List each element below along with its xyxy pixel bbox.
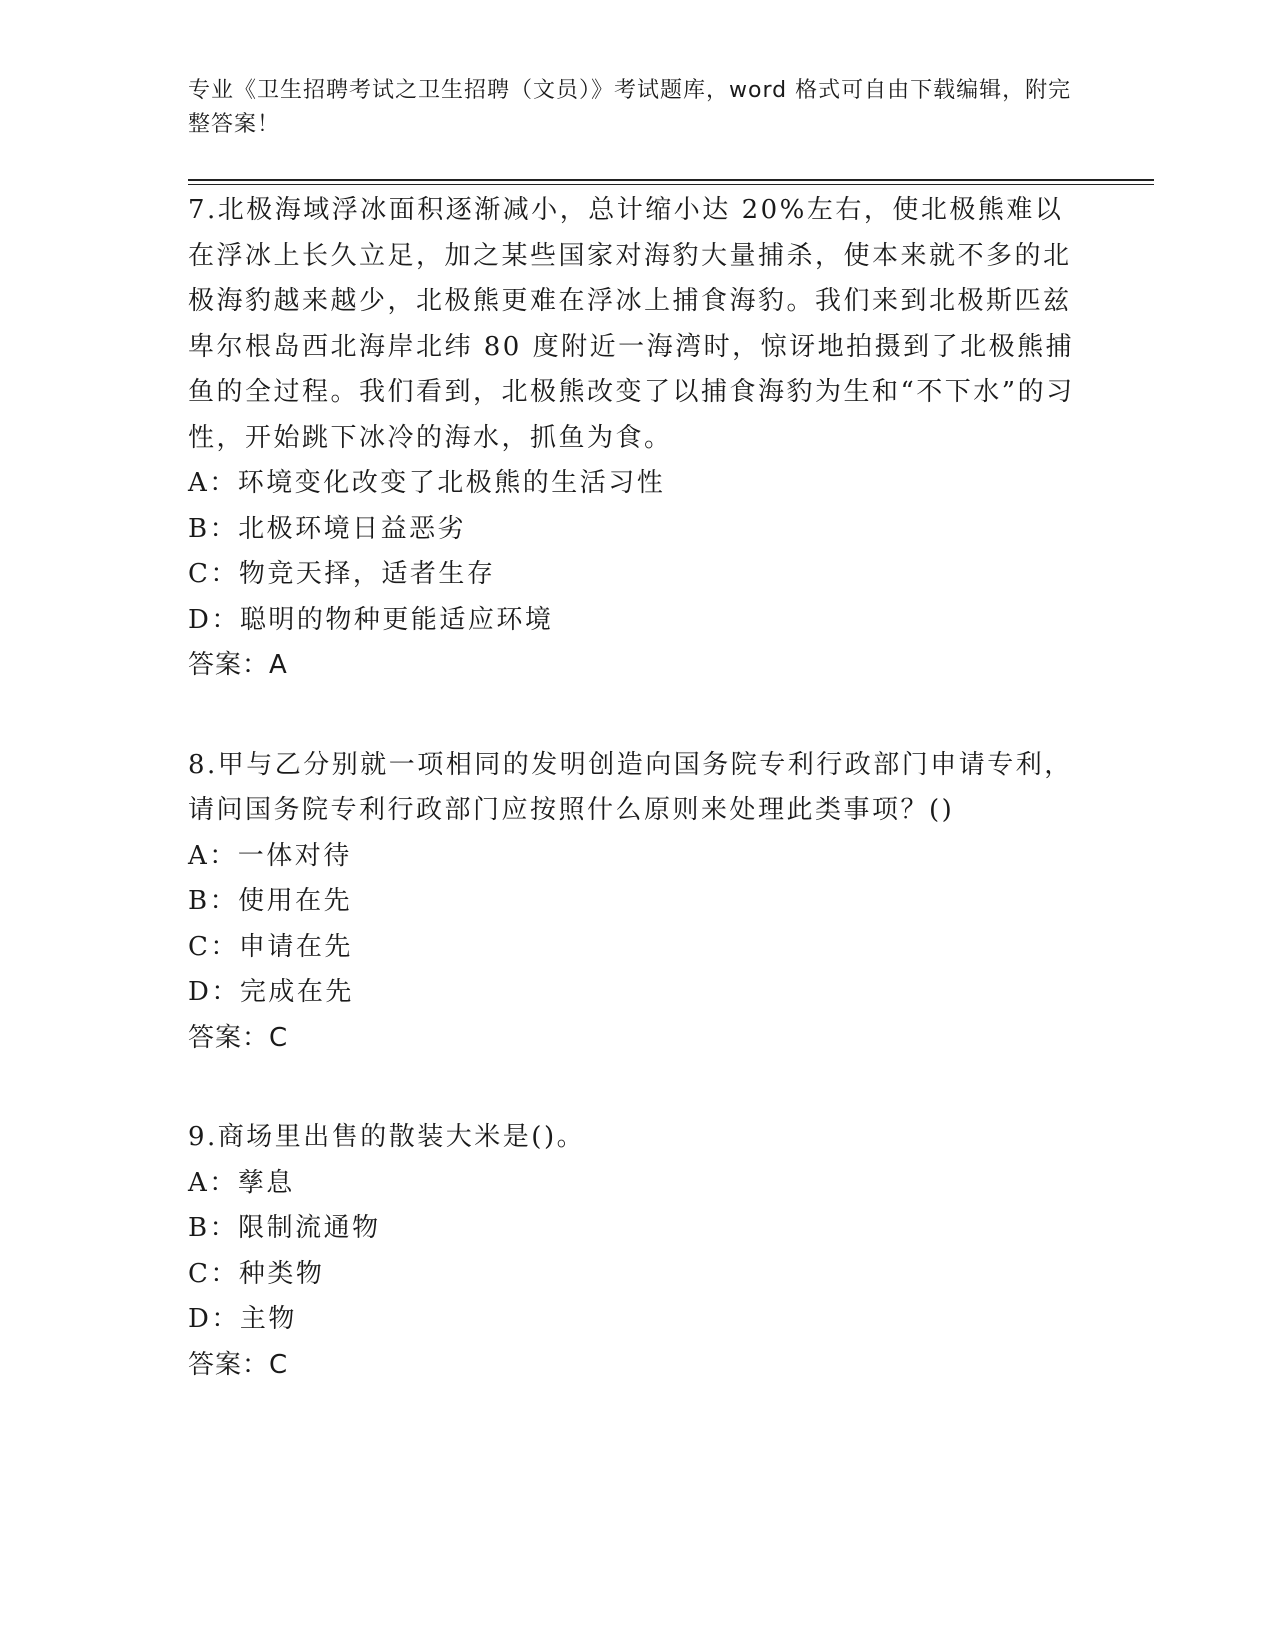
header-divider-thin [188, 184, 1154, 185]
option-d: D：主物 [188, 1304, 297, 1334]
question-8 [188, 743, 1088, 1062]
question-stem: 8.甲与乙分别就一项相同的发明创造向国务院专利行政部门申请专利，请问国务院专利行政部门应按照什么原则来处理此类事项？() [188, 749, 1073, 825]
option-b: B：北极环境日益恶劣 [188, 513, 467, 544]
answer: 答案：C [188, 1022, 289, 1053]
answer: 答案：C [188, 1349, 289, 1380]
option-d: D：聪明的物种更能适应环境 [188, 604, 554, 635]
option-d: D：完成在先 [188, 977, 354, 1007]
option-a: A：环境变化改变了北极熊的生活习性 [188, 468, 666, 498]
option-c: C：申请在先 [188, 931, 353, 962]
option-a: A：一体对待 [188, 840, 352, 871]
option-b: B：使用在先 [188, 886, 353, 916]
question-7 [188, 188, 1088, 689]
document-header: 专业《卫生招聘考试之卫生招聘（文员）》考试题库，word 格式可自由下载编辑，附完整答案！ [188, 78, 1072, 137]
option-c: C：物竞天择，适者生存 [188, 559, 496, 589]
question-stem: 9.商场里出售的散装大米是()。 [188, 1122, 586, 1152]
question-stem: 7.北极海域浮冰面积逐渐减小，总计缩小达 20%左右，使北极熊难以在浮冰上长久立足，加之某些国家对海豹大量捕杀，使本来就不多的北极海豹越来越少，北极熊更难在浮冰上捕食海豹。我们来到北极斯匹兹卑尔根岛西北海岸北纬 80 度附近一海湾时，惊讶地拍摄到了北极熊捕鱼的全过程。我们看到，北极熊改变了以捕食海豹为生和“不下水”的习性，开始跳下冰冷的海水，抓鱼为食。 [188, 195, 1075, 453]
header-divider-thick [188, 179, 1154, 181]
option-c: C：种类物 [188, 1258, 325, 1289]
option-b: B：限制流通物 [188, 1213, 381, 1243]
option-a: A：孳息 [188, 1167, 295, 1198]
answer: 答案：A [188, 650, 288, 680]
question-list [188, 188, 1088, 1442]
question-9 [188, 1115, 1088, 1388]
